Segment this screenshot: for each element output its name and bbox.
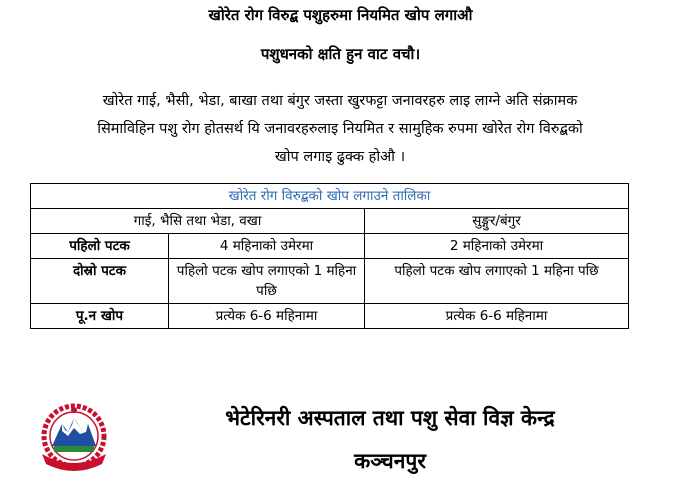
vaccination-schedule-table bbox=[30, 183, 629, 329]
table-caption-row bbox=[31, 184, 629, 209]
table-caption: खोरेत रोग विरुद्बको खोप लगाउने तालिका bbox=[31, 184, 629, 209]
header-cattle: गाई, भैसि तथा भेडा, वखा bbox=[31, 209, 365, 234]
header-pig: सुङ्गुर/बंगुर bbox=[365, 209, 629, 234]
page-title: खोरेत रोग विरुद्ब पशुहरुमा नियमित खोप लगाऔ bbox=[208, 6, 473, 24]
row-label-booster: पू.न खोप bbox=[31, 304, 169, 329]
cell-pig-booster: प्रत्येक 6-6 महिनामा bbox=[365, 304, 629, 329]
intro-line-2: सिमाविहिन पशु रोग होतसर्थ यि जनावरहरुलाइ नियमित र सामुहिक रुपमा खोरेत रोग विरुद्बको bbox=[97, 121, 583, 137]
cell-cattle-second-dose: पहिलो पटक खोप लगाएको 1 महिना पछि bbox=[169, 259, 365, 304]
table-row bbox=[31, 259, 629, 304]
row-label-second-dose: दोस्रो पटक bbox=[31, 259, 169, 304]
intro-line-3: खोप लगाइ ढुक्क होऔ । bbox=[274, 149, 406, 165]
cell-cattle-booster: प्रत्येक 6-6 महिनामा bbox=[169, 304, 365, 329]
nepal-emblem-icon bbox=[28, 398, 120, 476]
cell-pig-first-dose: 2 महिनाको उमेरमा bbox=[365, 234, 629, 259]
district-name: कञ्चनपुर bbox=[354, 449, 426, 473]
intro-line-1: खोरेत गाई, भैसी, भेडा, बाखा तथा बंगुर जस्ता खुरफट्टा जनावरहरु लाइ लाग्ने अति संक्रामक bbox=[102, 93, 578, 109]
page-subtitle: पशुधनको क्षति हुन वाट वचौ। bbox=[260, 45, 421, 63]
table-row bbox=[31, 304, 629, 329]
table-row bbox=[31, 234, 629, 259]
table-header-row bbox=[31, 209, 629, 234]
organization-name: भेटेरिनरी अस्पताल तथा पशु सेवा विज्ञ केन्द्र bbox=[225, 406, 555, 430]
cell-pig-second-dose: पहिलो पटक खोप लगाएको 1 महिना पछि bbox=[365, 259, 629, 304]
row-label-first-dose: पहिलो पटक bbox=[31, 234, 169, 259]
cell-cattle-first-dose: 4 महिनाको उमेरमा bbox=[169, 234, 365, 259]
